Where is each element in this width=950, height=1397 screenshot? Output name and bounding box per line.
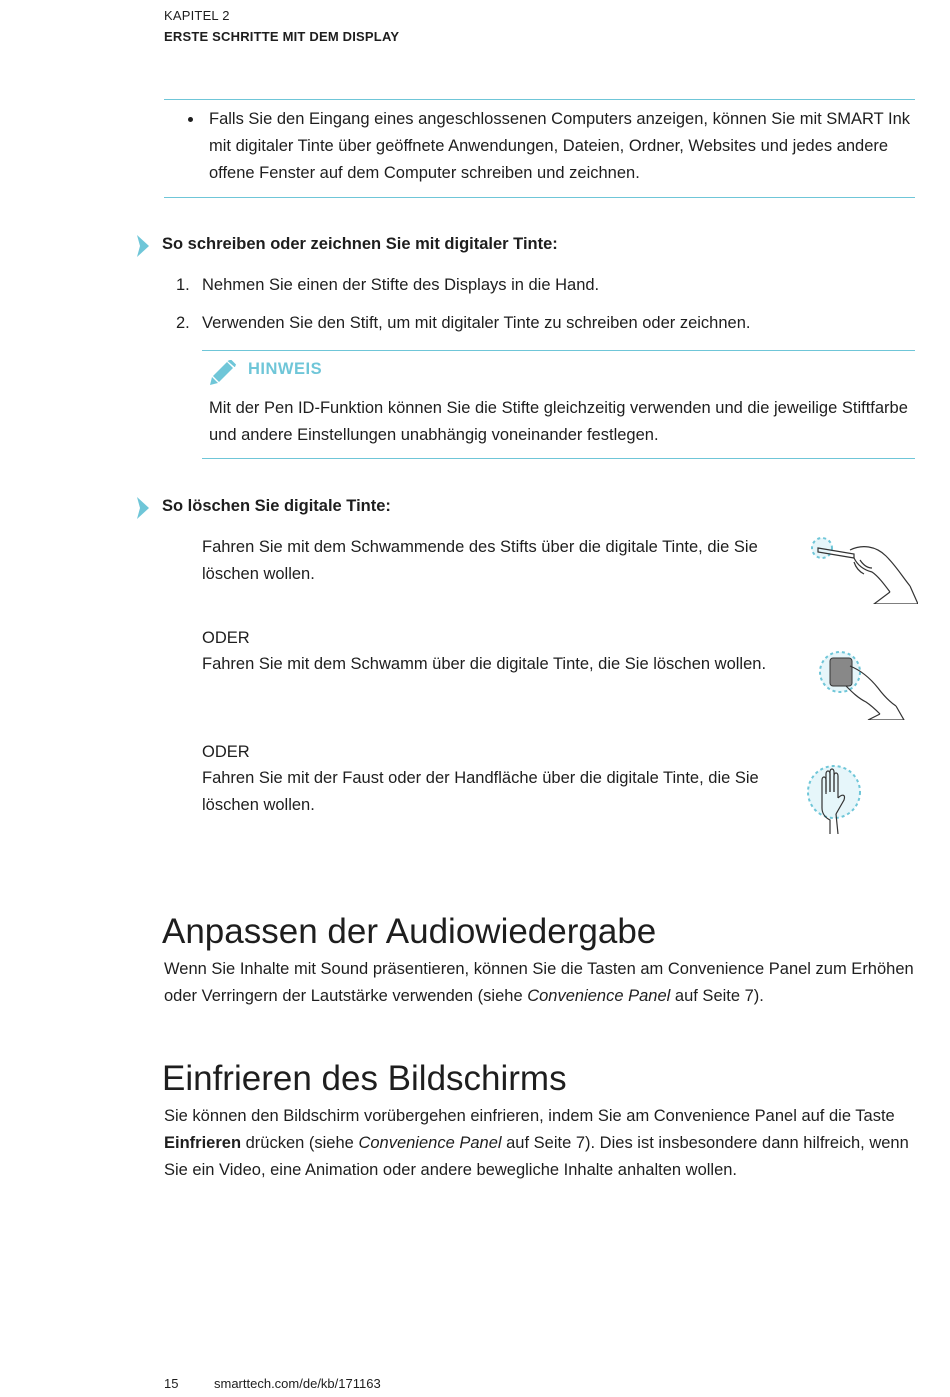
page-number: 15 bbox=[164, 1376, 179, 1391]
divider bbox=[164, 99, 915, 100]
procedure-title: So schreiben oder zeichnen Sie mit digitaler Tinte: bbox=[162, 235, 558, 253]
divider bbox=[202, 458, 915, 459]
paragraph-text: drücken (siehe bbox=[241, 1134, 359, 1152]
section-paragraph bbox=[164, 956, 924, 1010]
divider bbox=[164, 197, 915, 198]
or-label: ODER bbox=[202, 743, 250, 761]
paragraph-text: Sie können den Bildschirm vorübergehen einfrieren, indem Sie am Convenience Panel auf die Taste bbox=[164, 1107, 895, 1125]
step-number: 2. bbox=[176, 314, 190, 332]
or-label: ODER bbox=[202, 629, 250, 647]
step-number: 1. bbox=[176, 276, 190, 294]
note-label: HINWEIS bbox=[248, 360, 323, 378]
section-paragraph bbox=[164, 1103, 924, 1184]
bullet-dot bbox=[188, 117, 193, 122]
note-text: Mit der Pen ID-Funktion können Sie die Stifte gleichzeitig verwenden und die jeweilige Stiftfarbe und andere Einstellungen unabhängig voneinander festlegen. bbox=[209, 399, 908, 444]
step-text: Verwenden Sie den Stift, um mit digitaler Tinte zu schreiben oder zeichnen. bbox=[202, 314, 751, 332]
cross-reference-link[interactable]: Convenience Panel bbox=[358, 1134, 502, 1152]
palm-hand-icon bbox=[806, 764, 866, 838]
section-heading: Einfrieren des Bildschirms bbox=[162, 1059, 567, 1098]
pen-eraser-hand-icon bbox=[806, 532, 918, 604]
step-text: Nehmen Sie einen der Stifte des Displays in die Hand. bbox=[202, 276, 600, 294]
chapter-title: ERSTE SCHRITTE MIT DEM DISPLAY bbox=[164, 29, 400, 44]
paragraph-text: auf Seite 7). bbox=[670, 987, 764, 1005]
bullet-text: Falls Sie den Eingang eines angeschlossenen Computers anzeigen, können Sie mit SMART Ink mit digitaler Tinte über geöffnete Anwendungen, Dateien, Ordner, Websites und jedes andere offene Fenster auf dem Computer schreiben und zeichnen. bbox=[209, 110, 911, 182]
cross-reference-link[interactable]: Convenience Panel bbox=[527, 987, 671, 1005]
erase-option-text: Fahren Sie mit der Faust oder der Handfläche über die digitale Tinte, die Sie löschen wollen. bbox=[202, 769, 759, 814]
chapter-label: KAPITEL 2 bbox=[164, 8, 230, 23]
procedure-arrow-icon bbox=[135, 235, 149, 257]
paragraph-text: auf Seite 7). Dies ist insbesondere dann hilfreich, wenn Sie ein Video, eine Animation oder andere bewegliche Inhalte anhalten wollen. bbox=[164, 1134, 909, 1179]
paragraph-text: Wenn Sie Inhalte mit Sound präsentieren, können Sie die Tasten am Convenience Panel zum Erhöhen oder Verringern der Lautstärke verwenden (siehe bbox=[164, 960, 914, 1005]
button-name: Einfrieren bbox=[164, 1134, 242, 1152]
eraser-hand-icon bbox=[816, 648, 906, 720]
procedure-title: So löschen Sie digitale Tinte: bbox=[162, 497, 391, 515]
footer-url[interactable]: smarttech.com/de/kb/171163 bbox=[214, 1376, 381, 1391]
divider bbox=[202, 350, 915, 351]
erase-option-text: Fahren Sie mit dem Schwamm über die digitale Tinte, die Sie löschen wollen. bbox=[202, 655, 767, 673]
procedure-arrow-icon bbox=[135, 497, 149, 519]
erase-option-text: Fahren Sie mit dem Schwammende des Stifts über die digitale Tinte, die Sie löschen wollen. bbox=[202, 538, 758, 583]
pencil-icon bbox=[209, 360, 237, 386]
section-heading: Anpassen der Audiowiedergabe bbox=[162, 912, 657, 951]
